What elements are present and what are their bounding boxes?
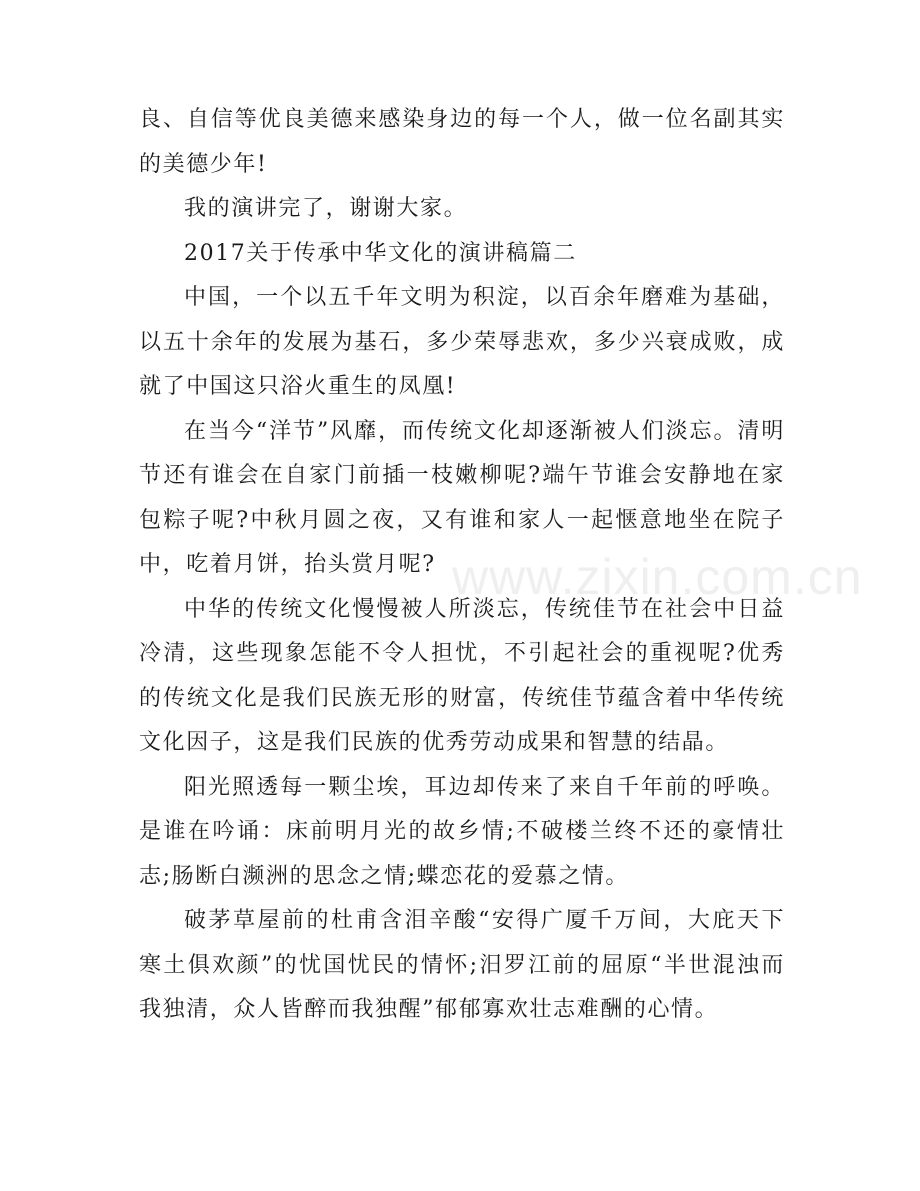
document-page (139, 98, 785, 1033)
paragraph-china: 中国，一个以五千年文明为积淀，以百余年磨难为基础，以五十余年的发展为基石，多少荣辱悲欢，多少兴衰成败，成就了中国这只浴火重生的凤凰! (139, 285, 785, 399)
paragraph-dufu-quyuan: 破茅草屋前的杜甫含泪辛酸“安得广厦千万间，大庇天下寒土俱欢颜”的忧国忧民的情怀;汨罗江前的屈原“半世混浊而我独清，众人皆醉而我独醒”郁郁寡欢壮志难酬的心情。 (139, 908, 785, 1022)
paragraph-continuation: 良、自信等优良美德来感染身边的每一个人，做一位名副其实的美德少年! (139, 107, 785, 177)
section-heading: 2017关于传承中华文化的演讲稿篇二 (184, 240, 577, 266)
paragraph-tradition: 中华的传统文化慢慢被人所淡忘，传统佳节在社会中日益冷清，这些现象怎能不令人担忧，不引起社会的重视呢?优秀的传统文化是我们民族无形的财富，传统佳节蕴含着中华传统文化因子，这是我们民族的优秀劳动成果和智慧的结晶。 (139, 596, 785, 755)
paragraph-closing: 我的演讲完了，谢谢大家。 (184, 196, 468, 221)
paragraph-festivals: 在当今“洋节”风靡，而传统文化却逐渐被人们淡忘。清明节还有谁会在自家门前插一枝嫩柳呢?端午节谁会安静地在家包粽子呢?中秋月圆之夜，又有谁和家人一起惬意地坐在院子中，吃着月饼，抬头赏月呢? (139, 418, 785, 577)
paragraph-poetry: 阳光照透每一颗尘埃，耳边却传来了来自千年前的呼唤。是谁在吟诵：床前明月光的故乡情;不破楼兰终不还的豪情壮志;肠断白濒洲的思念之情;蝶恋花的爱慕之情。 (139, 774, 785, 889)
watermark: www.zixin.com.cn (452, 549, 863, 605)
